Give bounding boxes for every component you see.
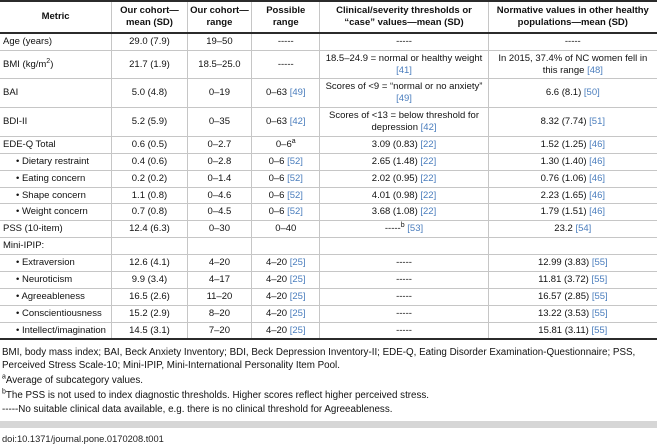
value-cell <box>252 238 320 255</box>
value-cell: 4–20 [25] <box>252 322 320 339</box>
table-row <box>0 204 657 221</box>
value-cell: ----- <box>320 322 488 339</box>
table-row <box>0 170 657 187</box>
value-cell: 12.6 (4.1) <box>112 255 188 272</box>
table-row <box>0 238 657 255</box>
citation-link[interactable]: [42] <box>289 116 306 128</box>
value-cell: 0.4 (0.6) <box>112 153 188 170</box>
column-header-4: Clinical/severity thresholds or “case” values—mean (SD) <box>320 1 488 33</box>
value-cell: 4–20 [25] <box>252 255 320 272</box>
metric-cell: BAI <box>0 79 112 108</box>
value-cell: 0–6 [52] <box>252 170 320 187</box>
citation-link[interactable]: [52] <box>287 155 303 167</box>
value-cell: ----- <box>320 271 488 288</box>
citation-link[interactable]: [25] <box>289 307 306 319</box>
citation-link[interactable]: [22] <box>420 189 437 201</box>
value-cell: 4–20 <box>187 255 251 272</box>
value-cell <box>187 238 251 255</box>
column-header-5: Normative values in other healthy populations—mean (SD) <box>488 1 657 33</box>
citation-link[interactable]: [41] <box>396 64 412 76</box>
table-row <box>0 255 657 272</box>
citation-link[interactable]: [52] <box>287 172 303 184</box>
table-row <box>0 221 657 238</box>
citation-link[interactable]: [22] <box>420 206 437 218</box>
metric-cell: Age (years) <box>0 33 112 50</box>
header-row <box>0 1 657 33</box>
value-cell: 0–1.4 <box>187 170 251 187</box>
value-cell: 7–20 <box>187 322 251 339</box>
citation-link[interactable]: [52] <box>287 206 303 218</box>
value-cell: ----- <box>320 33 488 50</box>
table-row <box>0 322 657 339</box>
value-cell: ----- <box>320 305 488 322</box>
value-cell: 5.2 (5.9) <box>112 108 188 137</box>
value-cell: Scores of <13 = below threshold for depression [42] <box>320 108 488 137</box>
value-cell: 16.57 (2.85) [55] <box>488 288 657 305</box>
value-cell: 21.7 (1.9) <box>112 50 188 79</box>
value-cell: 29.0 (7.9) <box>112 33 188 50</box>
metric-cell: PSS (10-item) <box>0 221 112 238</box>
column-header-1: Our cohort—mean (SD) <box>112 1 188 33</box>
metric-cell: • Agreeableness <box>0 288 112 305</box>
value-cell: ----- <box>252 50 320 79</box>
metric-cell: Mini-IPIP: <box>0 238 112 255</box>
table-row <box>0 271 657 288</box>
metric-cell: • Neuroticism <box>0 271 112 288</box>
value-cell: 0–6 [52] <box>252 187 320 204</box>
value-cell: 1.1 (0.8) <box>112 187 188 204</box>
table-footnotes <box>0 340 657 417</box>
citation-link[interactable]: [46] <box>589 189 606 201</box>
value-cell: 4–20 [25] <box>252 288 320 305</box>
metric-cell: • Eating concern <box>0 170 112 187</box>
value-cell: 2.02 (0.95) [22] <box>320 170 488 187</box>
citation-link[interactable]: [22] <box>420 155 437 167</box>
value-cell: In 2015, 37.4% of NC women fell in this range [48] <box>488 50 657 79</box>
value-cell: 5.0 (4.8) <box>112 79 188 108</box>
table-header <box>0 1 657 33</box>
footnote-line-1: $^a$Average of subcategory values. <box>2 373 143 386</box>
value-cell: 4–20 [25] <box>252 305 320 322</box>
column-header-3: Possible range <box>252 1 320 33</box>
value-cell: 6.6 (8.1) [50] <box>488 79 657 108</box>
metric-cell: • Intellect/imagination <box>0 322 112 339</box>
metric-cell: BDI-II <box>0 108 112 137</box>
citation-link[interactable]: [54] <box>575 223 592 235</box>
column-header-0: Metric <box>0 1 112 33</box>
citation-link[interactable]: [51] <box>589 116 606 128</box>
metric-cell: • Weight concern <box>0 204 112 221</box>
table-row <box>0 305 657 322</box>
citation-link[interactable]: [53] <box>407 223 424 235</box>
table-body <box>0 33 657 340</box>
value-cell: 3.09 (0.83) [22] <box>320 136 488 153</box>
value-cell: 18.5–25.0 <box>187 50 251 79</box>
value-cell: 0–6$^a$ <box>252 136 320 153</box>
value-cell: 0–4.5 <box>187 204 251 221</box>
value-cell: 4.01 (0.98) [22] <box>320 187 488 204</box>
citation-link[interactable]: [42] <box>420 122 437 133</box>
citation-link[interactable]: [50] <box>583 87 600 99</box>
value-cell: 1.52 (1.25) [46] <box>488 136 657 153</box>
value-cell: 0–6 [52] <box>252 153 320 170</box>
citation-link[interactable]: [48] <box>587 64 603 76</box>
value-cell: 15.81 (3.11) [55] <box>488 322 657 339</box>
citation-link[interactable]: [52] <box>287 189 303 201</box>
value-cell: 13.22 (3.53) [55] <box>488 305 657 322</box>
citation-link[interactable]: [25] <box>289 257 306 268</box>
citation-link[interactable]: [46] <box>589 206 606 218</box>
value-cell: 2.65 (1.48) [22] <box>320 153 488 170</box>
value-cell: 0–35 <box>187 108 251 137</box>
citation-link[interactable]: [25] <box>289 290 306 302</box>
value-cell: 16.5 (2.6) <box>112 288 188 305</box>
value-cell: 0–4.6 <box>187 187 251 204</box>
value-cell: 4–20 [25] <box>252 271 320 288</box>
citation-link[interactable]: [22] <box>420 138 437 150</box>
citation-link[interactable]: [22] <box>420 172 437 184</box>
value-cell: Scores of <9 = “normal or no anxiety” [49] <box>320 79 488 108</box>
table-row <box>0 288 657 305</box>
table-row <box>0 33 657 50</box>
metric-cell: • Extraversion <box>0 255 112 272</box>
value-cell: 9.9 (3.4) <box>112 271 188 288</box>
metric-cell: EDE-Q Total <box>0 136 112 153</box>
value-cell: 8.32 (7.74) [51] <box>488 108 657 137</box>
table-row <box>0 136 657 153</box>
value-cell: 3.68 (1.08) [22] <box>320 204 488 221</box>
value-cell: 2.23 (1.65) [46] <box>488 187 657 204</box>
footnote-line-2: $^b$The PSS is not used to index diagnostic thresholds. Higher scores reflect higher perceived stress. <box>2 388 430 401</box>
value-cell: 8–20 <box>187 305 251 322</box>
value-cell <box>112 238 188 255</box>
metric-cell: • Shape concern <box>0 187 112 204</box>
value-cell: 12.99 (3.83) [55] <box>488 255 657 272</box>
value-cell: 0–2.8 <box>187 153 251 170</box>
citation-link[interactable]: [25] <box>289 273 306 285</box>
value-cell: ----- <box>252 33 320 50</box>
value-cell: 12.4 (6.3) <box>112 221 188 238</box>
value-cell: 15.2 (2.9) <box>112 305 188 322</box>
table-row <box>0 50 657 79</box>
value-cell: 0–40 <box>252 221 320 238</box>
citation-link[interactable]: [49] <box>289 87 306 99</box>
table-row <box>0 187 657 204</box>
value-cell: 4–17 <box>187 271 251 288</box>
citation-link[interactable]: [46] <box>589 155 606 167</box>
citation-link[interactable]: [46] <box>589 138 606 150</box>
doi-citation: doi:10.1371/journal.pone.0170208.t001 <box>2 434 164 444</box>
value-cell: 0.7 (0.8) <box>112 204 188 221</box>
value-cell: -----$^b$ [53] <box>320 221 488 238</box>
citation-link[interactable]: [46] <box>589 172 606 184</box>
metric-cell: • Conscientiousness <box>0 305 112 322</box>
citation-link[interactable]: [55] <box>591 273 608 285</box>
metric-cell: • Dietary restraint <box>0 153 112 170</box>
citation-link[interactable]: [55] <box>591 290 608 302</box>
value-cell: ----- <box>488 33 657 50</box>
citation-link[interactable]: [55] <box>591 324 608 336</box>
value-cell: 11–20 <box>187 288 251 305</box>
value-cell: 23.2 [54] <box>488 221 657 238</box>
footnote-line-0: BMI, body mass index; BAI, Beck Anxiety Inventory; BDI, Beck Depression Inventory-II; EDE-Q, Eating Disorder Examination-Questionnaire; PSS, Perceived Stress Scale-10; Mini-IPIP, Mini-International Personality Item Pool. <box>2 347 636 372</box>
value-cell: 0–6 [52] <box>252 204 320 221</box>
value-cell: 0–2.7 <box>187 136 251 153</box>
metric-cell: BMI $(kg/m^2)$ <box>0 50 112 79</box>
value-cell <box>488 238 657 255</box>
value-cell: 0.76 (1.06) [46] <box>488 170 657 187</box>
value-cell: 11.81 (3.72) [55] <box>488 271 657 288</box>
value-cell: 0–63 [42] <box>252 108 320 137</box>
value-cell: 1.79 (1.51) [46] <box>488 204 657 221</box>
value-cell: ----- <box>320 288 488 305</box>
column-header-2: Our cohort—range <box>187 1 251 33</box>
value-cell <box>320 238 488 255</box>
citation-link[interactable]: [55] <box>591 257 608 268</box>
citation-link[interactable]: [55] <box>591 307 608 319</box>
footnote-line-3: -----No suitable clinical data available, e.g. there is no clinical threshold for Agreeableness. <box>2 404 393 416</box>
value-cell: 19–50 <box>187 33 251 50</box>
value-cell: 14.5 (3.1) <box>112 322 188 339</box>
value-cell: ----- <box>320 255 488 272</box>
value-cell: 0–30 <box>187 221 251 238</box>
citation-link[interactable]: [49] <box>396 93 412 105</box>
value-cell: 0–63 [49] <box>252 79 320 108</box>
citation-link[interactable]: [25] <box>289 324 306 336</box>
footer-divider-bar <box>0 421 657 428</box>
table-row <box>0 153 657 170</box>
table-row <box>0 108 657 137</box>
value-cell: 0.6 (0.5) <box>112 136 188 153</box>
table-row <box>0 79 657 108</box>
value-cell: 18.5–24.9 = normal or healthy weight [41] <box>320 50 488 79</box>
value-cell: 0.2 (0.2) <box>112 170 188 187</box>
value-cell: 1.30 (1.40) [46] <box>488 153 657 170</box>
value-cell: 0–19 <box>187 79 251 108</box>
